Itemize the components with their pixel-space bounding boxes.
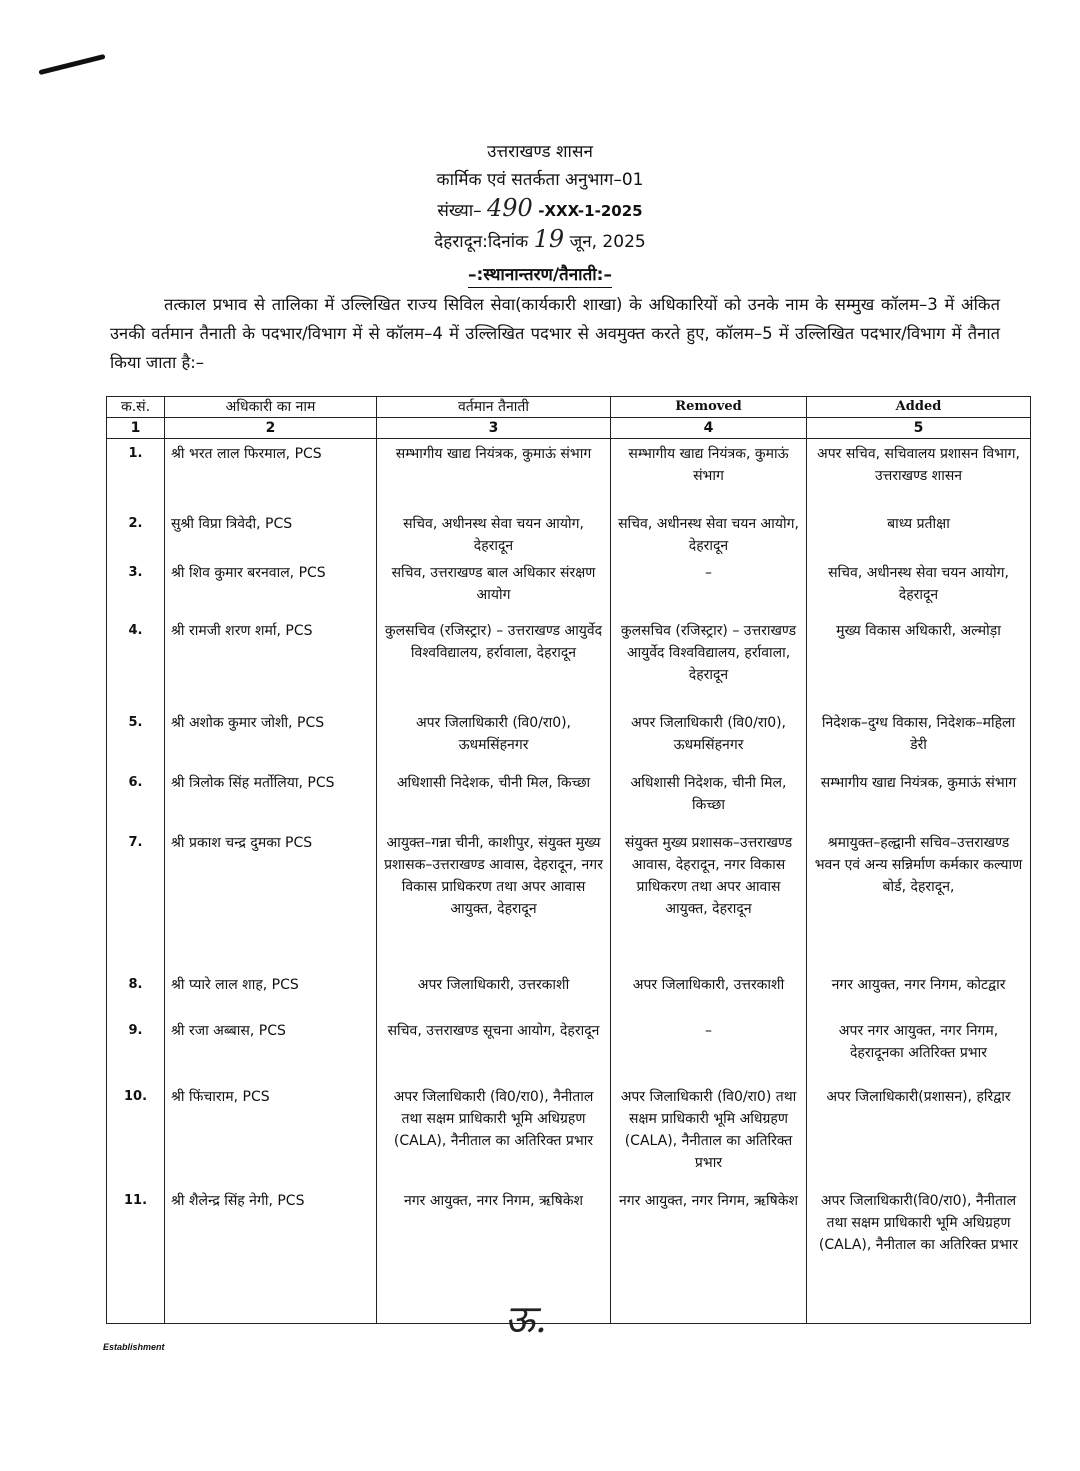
order-number-handwritten: 490	[487, 194, 533, 222]
table-row	[107, 768, 1031, 828]
serial-cell: 1.	[107, 439, 165, 509]
table-row	[107, 828, 1031, 970]
current-posting-cell: अपर जिलाधिकारी (वि0/रा0), नैनीताल तथा सक्षम प्राधिकारी भूमि अधिग्रहण (CALA), नैनीताल का अतिरिक्त प्रभार	[377, 1082, 611, 1186]
transfer-table	[106, 396, 1031, 1324]
order-date	[0, 225, 1080, 256]
officer-name-cell: श्री शिव कुमार बरनवाल, PCS	[165, 558, 377, 616]
added-cell: सचिव, अधीनस्थ सेवा चयन आयोग, देहरादून	[807, 558, 1031, 616]
current-posting-cell: सचिव, उत्तराखण्ड बाल अधिकार संरक्षण आयोग	[377, 558, 611, 616]
current-posting-cell: सचिव, अधीनस्थ सेवा चयन आयोग, देहरादून	[377, 509, 611, 558]
removed-cell: अपर जिलाधिकारी (वि0/रा0), ऊधमसिंहनगर	[611, 708, 807, 768]
added-cell: मुख्य विकास अधिकारी, अल्मोड़ा	[807, 616, 1031, 708]
added-cell: सम्भागीय खाद्य नियंत्रक, कुमाऊं संभाग	[807, 768, 1031, 828]
officer-name-cell: श्री अशोक कुमार जोशी, PCS	[165, 708, 377, 768]
added-cell: निदेशक–दुग्ध विकास, निदेशक–महिला डेरी	[807, 708, 1031, 768]
removed-cell: सम्भागीय खाद्य नियंत्रक, कुमाऊं संभाग	[611, 439, 807, 509]
serial-cell: 11.	[107, 1186, 165, 1324]
current-posting-cell: अपर जिलाधिकारी, उत्तरकाशी	[377, 970, 611, 1016]
removed-cell: अपर जिलाधिकारी, उत्तरकाशी	[611, 970, 807, 1016]
removed-cell: संयुक्त मुख्य प्रशासक–उत्तराखण्ड आवास, देहरादून, नगर विकास प्राधिकरण तथा अपर आवास आयुक्त, देहरादून	[611, 828, 807, 970]
subject-line	[0, 262, 1080, 285]
removed-cell: कुलसचिव (रजिस्ट्रार) – उत्तराखण्ड आयुर्वेद विश्वविद्यालय, हर्रावाला, देहरादून	[611, 616, 807, 708]
removed-cell: सचिव, अधीनस्थ सेवा चयन आयोग, देहरादून	[611, 509, 807, 558]
table-row	[107, 1186, 1031, 1324]
table-column-number-row	[107, 418, 1031, 439]
subject-text: –:स्थानान्तरण/तैनाती:–	[468, 265, 612, 288]
column-number: 1	[107, 418, 165, 439]
column-number: 4	[611, 418, 807, 439]
serial-cell: 4.	[107, 616, 165, 708]
footer-establishment: Establishment	[103, 1342, 165, 1352]
officer-name-cell: श्री प्यारे लाल शाह, PCS	[165, 970, 377, 1016]
order-date-handwritten: 19	[533, 225, 565, 253]
added-cell: श्रमायुक्त–हल्द्वानी सचिव–उत्तराखण्ड भवन एवं अन्य सन्निर्माण कर्मकार कल्याण बोर्ड, देहरादून,	[807, 828, 1031, 970]
order-date-prefix: देहरादून:दिनांक	[434, 232, 529, 252]
serial-cell: 7.	[107, 828, 165, 970]
header-serial: क.सं.	[107, 397, 165, 418]
column-number: 5	[807, 418, 1031, 439]
current-posting-cell: कुलसचिव (रजिस्ट्रार) – उत्तराखण्ड आयुर्वेद विश्वविद्यालय, हर्रावाला, देहरादून	[377, 616, 611, 708]
current-posting-cell: आयुक्त–गन्ना चीनी, काशीपुर, संयुक्त मुख्य प्रशासक–उत्तराखण्ड आवास, देहरादून, नगर विकास प्राधिकरण तथा अपर आवास आयुक्त, देहरादून	[377, 828, 611, 970]
officer-name-cell: सुश्री विप्रा त्रिवेदी, PCS	[165, 509, 377, 558]
order-date-suffix: जून, 2025	[569, 232, 646, 252]
serial-cell: 6.	[107, 768, 165, 828]
header-officer-name: अधिकारी का नाम	[165, 397, 377, 418]
department-name: कार्मिक एवं सतर्कता अनुभाग–01	[436, 170, 644, 190]
table-header-row	[107, 397, 1031, 418]
initials-signature: ऊ.	[505, 1297, 547, 1341]
table-row	[107, 1082, 1031, 1186]
table-row	[107, 509, 1031, 558]
officer-name-cell: श्री भरत लाल फिरमाल, PCS	[165, 439, 377, 509]
govt-name: उत्तराखण्ड शासन	[487, 142, 593, 162]
added-cell: अपर जिलाधिकारी(वि0/रा0), नैनीताल तथा सक्षम प्राधिकारी भूमि अधिग्रहण (CALA), नैनीताल का अतिरिक्त प्रभार	[807, 1186, 1031, 1324]
header-removed: Removed	[611, 397, 807, 418]
removed-cell: –	[611, 1016, 807, 1082]
removed-cell: अपर जिलाधिकारी (वि0/रा0) तथा सक्षम प्राधिकारी भूमि अधिग्रहण (CALA), नैनीताल का अतिरिक्त प्रभार	[611, 1082, 807, 1186]
table-row	[107, 708, 1031, 768]
table-row	[107, 1016, 1031, 1082]
officer-name-cell: श्री त्रिलोक सिंह मर्तोलिया, PCS	[165, 768, 377, 828]
table-row	[107, 558, 1031, 616]
serial-cell: 8.	[107, 970, 165, 1016]
officer-name-cell: श्री रामजी शरण शर्मा, PCS	[165, 616, 377, 708]
serial-cell: 5.	[107, 708, 165, 768]
order-paragraph: तत्काल प्रभाव से तालिका में उल्लिखित राज्य सिविल सेवा(कार्यकारी शाखा) के अधिकारियों को उनके नाम के सम्मुख कॉलम–3 में अंकित उनकी वर्तमान तैनाती के पदभार/विभाग में से कॉलम–4 में उल्लिखित पदभार से अवमुक्त करते हुए, कॉलम–5 में उल्लिखित पदभार/विभाग में तैनात किया जाता है:–	[110, 295, 1000, 372]
added-cell: बाध्य प्रतीक्षा	[807, 509, 1031, 558]
table-row	[107, 970, 1031, 1016]
serial-cell: 3.	[107, 558, 165, 616]
column-number: 3	[377, 418, 611, 439]
officer-name-cell: श्री फिंचाराम, PCS	[165, 1082, 377, 1186]
added-cell: अपर जिलाधिकारी(प्रशासन), हरिद्वार	[807, 1082, 1031, 1186]
current-posting-cell: अधिशासी निदेशक, चीनी मिल, किच्छा	[377, 768, 611, 828]
removed-cell: –	[611, 558, 807, 616]
current-posting-cell: नगर आयुक्त, नगर निगम, ऋषिकेश	[377, 1186, 611, 1324]
current-posting-cell: सचिव, उत्तराखण्ड सूचना आयोग, देहरादून	[377, 1016, 611, 1082]
pen-dash-mark	[38, 54, 105, 75]
table-row	[107, 439, 1031, 509]
removed-cell: नगर आयुक्त, नगर निगम, ऋषिकेश	[611, 1186, 807, 1324]
added-cell: नगर आयुक्त, नगर निगम, कोटद्वार	[807, 970, 1031, 1016]
added-cell: अपर सचिव, सचिवालय प्रशासन विभाग, उत्तराखण्ड शासन	[807, 439, 1031, 509]
current-posting-cell: अपर जिलाधिकारी (वि0/रा0), ऊधमसिंहनगर	[377, 708, 611, 768]
officer-name-cell: श्री शैलेन्द्र सिंह नेगी, PCS	[165, 1186, 377, 1324]
added-cell: अपर नगर आयुक्त, नगर निगम, देहरादूनका अतिरिक्त प्रभार	[807, 1016, 1031, 1082]
header-added: Added	[807, 397, 1031, 418]
order-number-suffix: -XXX-1-2025	[538, 202, 643, 220]
removed-cell: अधिशासी निदेशक, चीनी मिल, किच्छा	[611, 768, 807, 828]
order-number-prefix: संख्या–	[437, 201, 482, 221]
document-header	[0, 138, 1080, 256]
serial-cell: 9.	[107, 1016, 165, 1082]
table-row	[107, 616, 1031, 708]
officer-name-cell: श्री प्रकाश चन्द्र दुमका PCS	[165, 828, 377, 970]
current-posting-cell: सम्भागीय खाद्य नियंत्रक, कुमाऊं संभाग	[377, 439, 611, 509]
officer-name-cell: श्री रजा अब्बास, PCS	[165, 1016, 377, 1082]
serial-cell: 2.	[107, 509, 165, 558]
column-number: 2	[165, 418, 377, 439]
order-number	[0, 194, 1080, 225]
serial-cell: 10.	[107, 1082, 165, 1186]
header-current-posting: वर्तमान तैनाती	[377, 397, 611, 418]
